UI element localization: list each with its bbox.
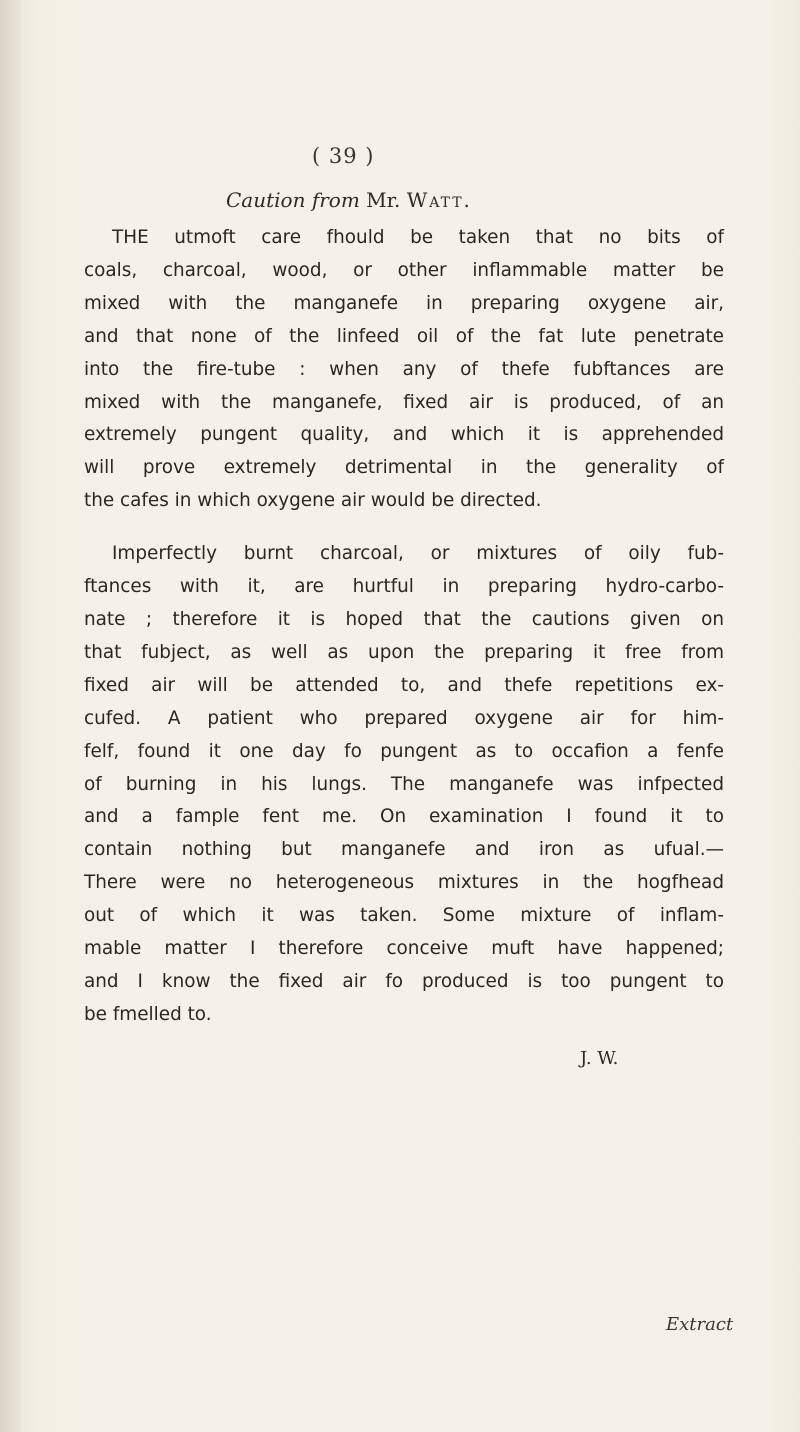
text-line: and a fample fent me. On examination I found it to <box>84 806 724 828</box>
text-line: mixed with the manganefe, fixed air is produced, of an <box>84 391 724 413</box>
text-line: extremely pungent quality, and which it is apprehended <box>84 424 724 446</box>
paragraph-2 <box>84 538 724 1032</box>
text-line: that fubject, as well as upon the preparing it free from <box>84 641 724 663</box>
text-line: contain nothing but manganefe and iron as ufual.— <box>84 839 724 861</box>
heading-name: Watt. <box>406 188 472 212</box>
text-line: cufed. A patient who prepared oxygene air for him- <box>84 707 724 729</box>
heading-name-prefix: Mr. <box>366 188 401 212</box>
text-line: ftances with it, are hurtful in preparing hydro-carbo- <box>84 576 724 598</box>
paragraph-1 <box>84 222 724 518</box>
text-line: out of which it was taken. Some mixture of inflam- <box>84 905 724 927</box>
text-line: nate ; therefore it is hoped that the cautions given on <box>84 608 724 630</box>
section-heading <box>226 188 646 212</box>
text-line: will prove extremely detrimental in the generality of <box>84 457 724 479</box>
body-text <box>84 222 724 1032</box>
page-number: ( 39 ) <box>312 144 375 168</box>
text-line: be fmelled to. <box>84 1003 212 1025</box>
signature-initials: J. W. <box>580 1048 619 1069</box>
binding-gutter <box>0 0 22 1432</box>
text-line: Imperfectly burnt charcoal, or mixtures of oily fub- <box>112 543 724 565</box>
text-line: THE utmoft care fhould be taken that no bits of <box>112 227 724 248</box>
text-line: fixed air will be attended to, and thefe repetitions ex- <box>84 674 724 696</box>
text-line: into the fire-tube : when any of thefe fubftances are <box>84 358 724 380</box>
text-line: mable matter I therefore conceive muft have happened; <box>84 938 724 960</box>
text-line: mixed with the manganefe in preparing oxygene air, <box>84 292 724 314</box>
text-line: There were no heterogeneous mixtures in the hogfhead <box>84 872 724 894</box>
text-line: the cafes in which oxygene air would be directed. <box>84 490 542 512</box>
text-line: coals, charcoal, wood, or other inflammable matter be <box>84 259 724 281</box>
catchword: Extract <box>666 1314 734 1335</box>
heading-italic: Caution from <box>226 188 360 212</box>
text-line: and I know the fixed air fo produced is too pungent to <box>84 970 724 992</box>
text-line: and that none of the linfeed oil of the fat lute penetrate <box>84 325 724 347</box>
text-line: felf, found it one day fo pungent as to occafion a fenfe <box>84 740 724 762</box>
text-line: of burning in his lungs. The manganefe was infpected <box>84 773 724 795</box>
